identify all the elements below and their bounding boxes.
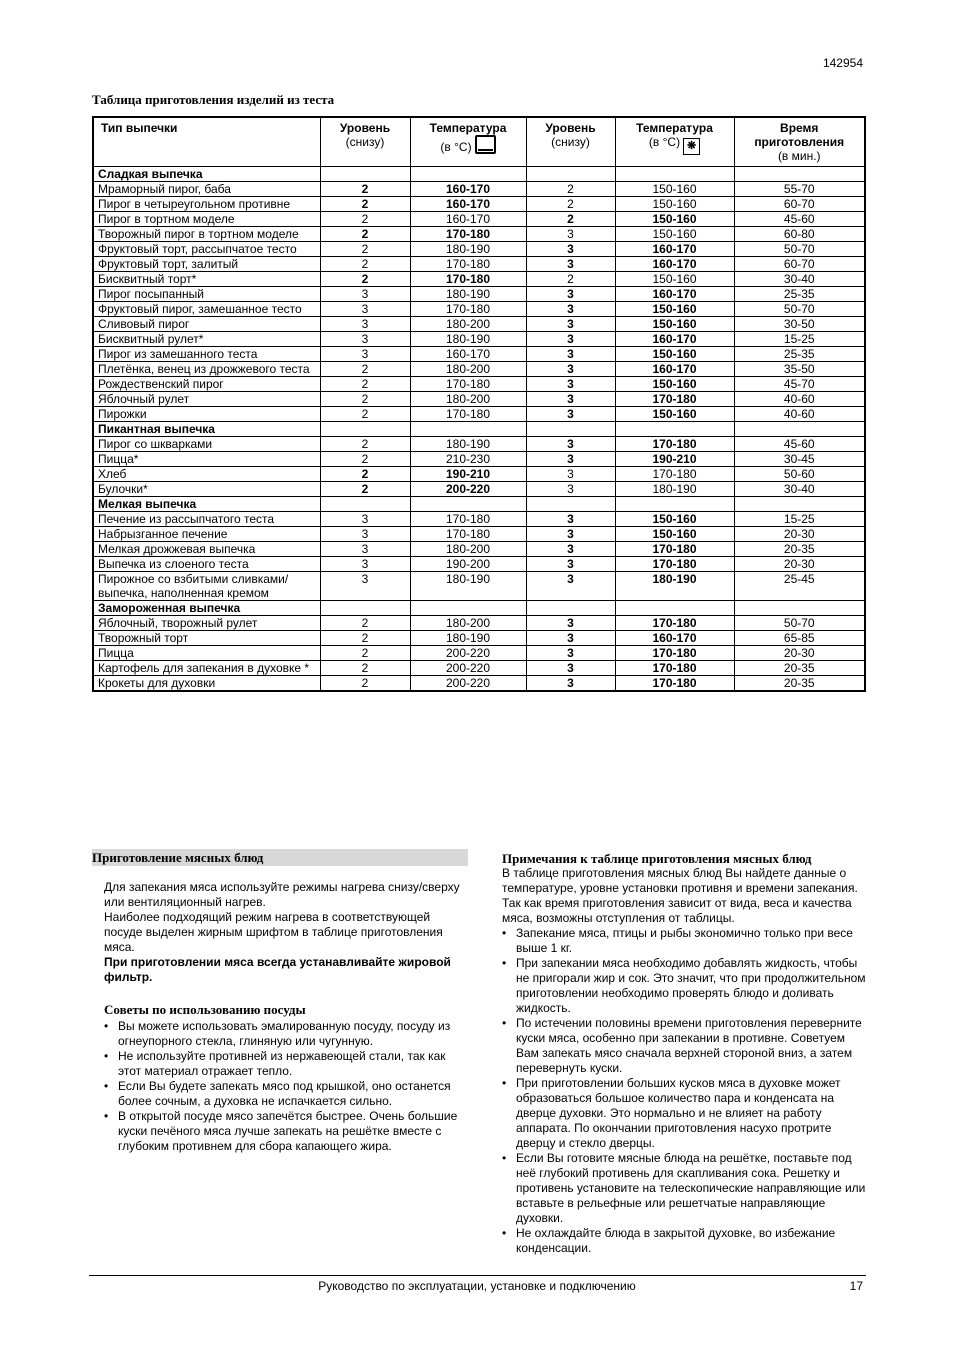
- level-2-cell: 3: [526, 467, 615, 482]
- level-1-cell: 3: [320, 302, 410, 317]
- level-2-cell: 3: [526, 407, 615, 422]
- item-name-cell: Творожный пирог в тортном моделе: [93, 227, 320, 242]
- level-1-cell: 2: [320, 242, 410, 257]
- table-row: [93, 377, 865, 392]
- level-1-cell: 2: [320, 212, 410, 227]
- temp-1-cell: 180-190: [410, 287, 526, 302]
- level-2-cell: 3: [526, 557, 615, 572]
- table-row: [93, 332, 865, 347]
- level-2-cell: 2: [526, 182, 615, 197]
- table-row: [93, 467, 865, 482]
- category-label: Пикантная выпечка: [93, 422, 320, 437]
- temp-1-cell: 170-180: [410, 302, 526, 317]
- level-1-cell: 2: [320, 257, 410, 272]
- temp-2-cell: 160-170: [615, 332, 734, 347]
- table-row: [93, 512, 865, 527]
- temp-2-cell: 150-160: [615, 272, 734, 287]
- temp-2-cell: 150-160: [615, 407, 734, 422]
- time-cell: 40-60: [734, 392, 865, 407]
- empty-cell: [320, 497, 410, 512]
- item-name-cell: Хлеб: [93, 467, 320, 482]
- temp-2-cell: 170-180: [615, 542, 734, 557]
- time-cell: 35-50: [734, 362, 865, 377]
- level-1-cell: 2: [320, 272, 410, 287]
- empty-cell: [734, 497, 865, 512]
- level-1-cell: 3: [320, 557, 410, 572]
- item-name-cell: Печение из рассыпчатого теста: [93, 512, 320, 527]
- list-item: • По истечении половины времени приготовления переверните куски мяса, особенно при запекании в противне. Советуем Вам запекать мясо сначала верхней стороной вниз, а затем перевернуть куски.: [516, 1016, 866, 1076]
- item-name-cell: Рождественский пирог: [93, 377, 320, 392]
- empty-cell: [526, 167, 615, 182]
- level-1-cell: 2: [320, 646, 410, 661]
- empty-cell: [615, 167, 734, 182]
- temp-1-cell: 180-190: [410, 332, 526, 347]
- empty-cell: [615, 497, 734, 512]
- top-bottom-heat-icon: [475, 135, 496, 154]
- temp-1-cell: 200-220: [410, 482, 526, 497]
- temp-1-cell: 200-220: [410, 676, 526, 692]
- item-name-cell: Творожный торт: [93, 631, 320, 646]
- level-2-cell: 2: [526, 272, 615, 287]
- temp-2-cell: 170-180: [615, 661, 734, 676]
- table-row: [93, 197, 865, 212]
- meat-paragraph-1: Для запекания мяса используйте режимы нагрева снизу/сверху или вентиляционный нагрев.: [104, 880, 460, 909]
- time-cell: 50-70: [734, 616, 865, 631]
- list-item: • В открытой посуде мясо запечётся быстрее. Очень большие куски печёного мяса лучше запекать на решётке вместе с глубоким противнем для сбора капающего жира.: [118, 1109, 464, 1154]
- empty-cell: [734, 601, 865, 616]
- meat-paragraph-3: При приготовлении мяса всегда устанавливайте жировой фильтр.: [104, 955, 451, 984]
- time-cell: 40-60: [734, 407, 865, 422]
- table-row: [93, 631, 865, 646]
- temp-1-cell: 200-220: [410, 661, 526, 676]
- level-1-cell: 3: [320, 317, 410, 332]
- temp-1-cell: 200-220: [410, 646, 526, 661]
- item-name-cell: Крокеты для духовки: [93, 676, 320, 692]
- level-1-cell: 2: [320, 616, 410, 631]
- footer-text: Руководство по эксплуатации, установке и подключению: [318, 1279, 636, 1293]
- temp-2-cell: 170-180: [615, 557, 734, 572]
- level-1-cell: 2: [320, 407, 410, 422]
- level-1-cell: 3: [320, 332, 410, 347]
- level-2-cell: 3: [526, 287, 615, 302]
- level-2-cell: 3: [526, 661, 615, 676]
- item-name-cell: Яблочный, творожный рулет: [93, 616, 320, 631]
- level-2-cell: 3: [526, 392, 615, 407]
- temp-2-cell: 150-160: [615, 212, 734, 227]
- level-2-cell: 2: [526, 212, 615, 227]
- temp-1-cell: 180-200: [410, 362, 526, 377]
- temp-1-cell: 180-200: [410, 542, 526, 557]
- meat-paragraph-2: Наиболее подходящий режим нагрева в соответствующей посуде выделен жирным шрифтом в таблице приготовления мяса.: [104, 910, 443, 954]
- level-2-cell: 3: [526, 332, 615, 347]
- time-cell: 65-85: [734, 631, 865, 646]
- time-cell: 20-35: [734, 676, 865, 692]
- temp-2-cell: 150-160: [615, 302, 734, 317]
- level-1-cell: 3: [320, 572, 410, 601]
- level-1-cell: 3: [320, 527, 410, 542]
- level-2-cell: 3: [526, 631, 615, 646]
- temp-2-cell: 180-190: [615, 572, 734, 601]
- empty-cell: [526, 601, 615, 616]
- level-2-cell: 3: [526, 242, 615, 257]
- time-cell: 50-70: [734, 242, 865, 257]
- empty-cell: [526, 422, 615, 437]
- table-row: [93, 317, 865, 332]
- level-2-cell: 3: [526, 377, 615, 392]
- time-cell: 30-40: [734, 272, 865, 287]
- list-item: • При запекании мяса необходимо добавлять жидкость, чтобы не пригорали жир и сок. Это значит, что при продолжительном приготовлении необходимо проверять блюдо и доливать жидкость.: [516, 956, 866, 1016]
- list-item: • При приготовлении больших кусков мяса в духовке может образоваться большое количество пара и конденсата на дверце духовки. Это нормально и не влияет на работу аппарата. По окончании приготовления насухо протрите дверцу и стекло дверцы.: [516, 1076, 866, 1151]
- temp-1-cell: 160-170: [410, 212, 526, 227]
- level-1-cell: 2: [320, 197, 410, 212]
- temp-2-cell: 150-160: [615, 527, 734, 542]
- list-item: • Не используйте противней из нержавеющей стали, так как этот материал отражает тепло.: [118, 1049, 464, 1079]
- level-2-cell: 3: [526, 482, 615, 497]
- table-row: [93, 272, 865, 287]
- item-name-cell: Пирог из замешанного теста: [93, 347, 320, 362]
- header-temp-2: Температура (в °C) ❋: [615, 117, 734, 167]
- temp-2-cell: 150-160: [615, 317, 734, 332]
- empty-cell: [615, 422, 734, 437]
- item-name-cell: Набрызганное печение: [93, 527, 320, 542]
- temp-1-cell: 170-180: [410, 377, 526, 392]
- empty-cell: [410, 601, 526, 616]
- temp-1-cell: 180-200: [410, 392, 526, 407]
- item-name-cell: Яблочный рулет: [93, 392, 320, 407]
- temp-2-cell: 170-180: [615, 467, 734, 482]
- table-row: [93, 182, 865, 197]
- time-cell: 45-70: [734, 377, 865, 392]
- level-2-cell: 3: [526, 362, 615, 377]
- item-name-cell: Мраморный пирог, баба: [93, 182, 320, 197]
- level-1-cell: 2: [320, 452, 410, 467]
- temp-1-cell: 170-180: [410, 407, 526, 422]
- baking-table: [92, 116, 866, 692]
- table-row: [93, 646, 865, 661]
- item-name-cell: Пирог в тортном моделе: [93, 212, 320, 227]
- table-row: [93, 407, 865, 422]
- item-name-cell: Фруктовый торт, залитый: [93, 257, 320, 272]
- temp-2-cell: 160-170: [615, 257, 734, 272]
- temp-1-cell: 180-190: [410, 242, 526, 257]
- empty-cell: [410, 497, 526, 512]
- level-1-cell: 2: [320, 676, 410, 692]
- level-1-cell: 2: [320, 437, 410, 452]
- time-cell: 25-35: [734, 347, 865, 362]
- table-row: [93, 287, 865, 302]
- empty-cell: [526, 497, 615, 512]
- level-2-cell: 3: [526, 527, 615, 542]
- temp-1-cell: 190-210: [410, 467, 526, 482]
- empty-cell: [734, 167, 865, 182]
- level-2-cell: 3: [526, 317, 615, 332]
- temp-2-cell: 150-160: [615, 197, 734, 212]
- empty-cell: [734, 422, 865, 437]
- table-row: [93, 437, 865, 452]
- level-1-cell: 3: [320, 542, 410, 557]
- temp-2-cell: 190-210: [615, 452, 734, 467]
- table-row: [93, 392, 865, 407]
- temp-1-cell: 170-180: [410, 272, 526, 287]
- temp-1-cell: 160-170: [410, 197, 526, 212]
- item-name-cell: Пирожки: [93, 407, 320, 422]
- table-row: [93, 452, 865, 467]
- level-2-cell: 3: [526, 227, 615, 242]
- item-name-cell: Фруктовый торт, рассыпчатое тесто: [93, 242, 320, 257]
- item-name-cell: Бисквитный рулет*: [93, 332, 320, 347]
- level-2-cell: 3: [526, 646, 615, 661]
- time-cell: 25-35: [734, 287, 865, 302]
- temp-2-cell: 170-180: [615, 676, 734, 692]
- tips-list: [104, 1019, 464, 1154]
- item-name-cell: Плетёнка, венец из дрожжевого теста: [93, 362, 320, 377]
- time-cell: 55-70: [734, 182, 865, 197]
- level-1-cell: 3: [320, 347, 410, 362]
- notes-heading: Примечания к таблице приготовления мясных блюд: [502, 851, 812, 866]
- temp-1-cell: 210-230: [410, 452, 526, 467]
- time-cell: 60-80: [734, 227, 865, 242]
- table-title: Таблица приготовления изделий из теста: [92, 92, 335, 107]
- table-row: [93, 362, 865, 377]
- table-header-row: [93, 117, 865, 167]
- list-item: • Если Вы готовите мясные блюда на решётке, поставьте под неё глубокий противень для скапливания сока. Решетку и противень установите на телескопические направляющие или вставьте в рельефные или решетчатые направляющие духовки.: [516, 1151, 866, 1226]
- temp-2-cell: 160-170: [615, 287, 734, 302]
- notes-list: [502, 926, 866, 1256]
- page-number: 17: [849, 1279, 863, 1293]
- temp-2-cell: 150-160: [615, 182, 734, 197]
- meat-section-heading: Приготовление мясных блюд: [92, 849, 468, 866]
- category-label: Замороженная выпечка: [93, 601, 320, 616]
- level-1-cell: 2: [320, 377, 410, 392]
- level-1-cell: 2: [320, 482, 410, 497]
- table-category-row: [93, 601, 865, 616]
- temp-2-cell: 150-160: [615, 377, 734, 392]
- header-type: Тип выпечки: [93, 117, 320, 167]
- temp-2-cell: 150-160: [615, 347, 734, 362]
- time-cell: 50-70: [734, 302, 865, 317]
- level-1-cell: 3: [320, 512, 410, 527]
- list-item: • Вы можете использовать эмалированную посуду, посуду из огнеупорного стекла, глиняную или чугунную.: [118, 1019, 464, 1049]
- time-cell: 25-45: [734, 572, 865, 601]
- empty-cell: [320, 601, 410, 616]
- category-label: Мелкая выпечка: [93, 497, 320, 512]
- empty-cell: [410, 167, 526, 182]
- level-2-cell: 3: [526, 452, 615, 467]
- table-row: [93, 212, 865, 227]
- level-1-cell: 2: [320, 631, 410, 646]
- item-name-cell: Выпечка из слоеного теста: [93, 557, 320, 572]
- time-cell: 30-50: [734, 317, 865, 332]
- notes-section: [502, 851, 866, 1256]
- table-row: [93, 661, 865, 676]
- tips-heading: Советы по использованию посуды: [104, 1002, 306, 1017]
- time-cell: 20-35: [734, 661, 865, 676]
- table-row: [93, 482, 865, 497]
- category-label: Сладкая выпечка: [93, 167, 320, 182]
- level-1-cell: 3: [320, 287, 410, 302]
- item-name-cell: Пирог со шкварками: [93, 437, 320, 452]
- list-item: • Не охлаждайте блюда в закрытой духовке, во избежание конденсации.: [516, 1226, 866, 1256]
- item-name-cell: Бисквитный торт*: [93, 272, 320, 287]
- time-cell: 20-30: [734, 557, 865, 572]
- temp-1-cell: 180-200: [410, 616, 526, 631]
- empty-cell: [320, 422, 410, 437]
- item-name-cell: Булочки*: [93, 482, 320, 497]
- table-row: [93, 557, 865, 572]
- temp-1-cell: 180-190: [410, 631, 526, 646]
- item-name-cell: Мелкая дрожжевая выпечка: [93, 542, 320, 557]
- time-cell: 30-45: [734, 452, 865, 467]
- list-item: • Если Вы будете запекать мясо под крышкой, оно останется более сочным, а духовка не испачкается сильно.: [118, 1079, 464, 1109]
- level-1-cell: 2: [320, 227, 410, 242]
- level-2-cell: 3: [526, 616, 615, 631]
- list-item: • Запекание мяса, птицы и рыбы экономично только при весе выше 1 кг.: [516, 926, 866, 956]
- temp-2-cell: 180-190: [615, 482, 734, 497]
- item-name-cell: Картофель для запекания в духовке *: [93, 661, 320, 676]
- temp-2-cell: 170-180: [615, 392, 734, 407]
- table-row: [93, 616, 865, 631]
- temp-2-cell: 150-160: [615, 512, 734, 527]
- fan-heat-icon: ❋: [683, 138, 700, 155]
- time-cell: 20-35: [734, 542, 865, 557]
- empty-cell: [615, 601, 734, 616]
- table-row: [93, 676, 865, 692]
- level-2-cell: 2: [526, 197, 615, 212]
- item-name-cell: Пицца: [93, 646, 320, 661]
- item-name-cell: Пирог посыпанный: [93, 287, 320, 302]
- header-temp-1: Температура (в °C): [410, 117, 526, 167]
- temp-1-cell: 180-190: [410, 437, 526, 452]
- table-row: [93, 347, 865, 362]
- time-cell: 20-30: [734, 527, 865, 542]
- level-1-cell: 2: [320, 362, 410, 377]
- header-time: Время приготовления (в мин.): [734, 117, 865, 167]
- level-1-cell: 2: [320, 182, 410, 197]
- notes-intro: В таблице приготовления мясных блюд Вы найдете данные о температуре, уровне установки противня и времени запекания. Так как время приготовления зависит от вида, веса и качества мяса, возможны отступления от таблицы.: [502, 866, 858, 925]
- header-level-1: Уровень (снизу): [320, 117, 410, 167]
- footer-divider: [89, 1275, 866, 1276]
- temp-1-cell: 170-180: [410, 257, 526, 272]
- level-2-cell: 3: [526, 572, 615, 601]
- time-cell: 60-70: [734, 257, 865, 272]
- header-level-2: Уровень (снизу): [526, 117, 615, 167]
- table-row: [93, 227, 865, 242]
- level-2-cell: 3: [526, 512, 615, 527]
- level-1-cell: 2: [320, 467, 410, 482]
- level-2-cell: 3: [526, 676, 615, 692]
- temp-1-cell: 160-170: [410, 347, 526, 362]
- level-2-cell: 3: [526, 302, 615, 317]
- document-number: 142954: [822, 56, 863, 70]
- table-row: [93, 302, 865, 317]
- level-2-cell: 3: [526, 542, 615, 557]
- level-2-cell: 3: [526, 437, 615, 452]
- empty-cell: [410, 422, 526, 437]
- temp-1-cell: 190-200: [410, 557, 526, 572]
- temp-2-cell: 160-170: [615, 242, 734, 257]
- table-row: [93, 527, 865, 542]
- level-1-cell: 2: [320, 392, 410, 407]
- time-cell: 15-25: [734, 332, 865, 347]
- time-cell: 20-30: [734, 646, 865, 661]
- temp-2-cell: 170-180: [615, 437, 734, 452]
- table-row: [93, 542, 865, 557]
- temp-2-cell: 150-160: [615, 227, 734, 242]
- level-2-cell: 3: [526, 347, 615, 362]
- table-row: [93, 242, 865, 257]
- meat-section-body: [104, 880, 464, 1154]
- level-2-cell: 3: [526, 257, 615, 272]
- time-cell: 45-60: [734, 437, 865, 452]
- level-1-cell: 2: [320, 661, 410, 676]
- temp-1-cell: 160-170: [410, 182, 526, 197]
- item-name-cell: Сливовый пирог: [93, 317, 320, 332]
- temp-1-cell: 170-180: [410, 527, 526, 542]
- time-cell: 60-70: [734, 197, 865, 212]
- item-name-cell: Фруктовый пирог, замешанное тесто: [93, 302, 320, 317]
- time-cell: 45-60: [734, 212, 865, 227]
- table-row: [93, 572, 865, 601]
- empty-cell: [320, 167, 410, 182]
- temp-1-cell: 180-190: [410, 572, 526, 601]
- table-category-row: [93, 497, 865, 512]
- time-cell: 15-25: [734, 512, 865, 527]
- item-name-cell: Пирог в четыреугольном противне: [93, 197, 320, 212]
- item-name-cell: Пирожное со взбитыми сливками/выпечка, наполненная кремом: [93, 572, 320, 601]
- table-category-row: [93, 167, 865, 182]
- temp-2-cell: 160-170: [615, 631, 734, 646]
- time-cell: 50-60: [734, 467, 865, 482]
- temp-2-cell: 160-170: [615, 362, 734, 377]
- item-name-cell: Пицца*: [93, 452, 320, 467]
- temp-1-cell: 170-180: [410, 227, 526, 242]
- time-cell: 30-40: [734, 482, 865, 497]
- temp-1-cell: 170-180: [410, 512, 526, 527]
- table-category-row: [93, 422, 865, 437]
- temp-2-cell: 170-180: [615, 646, 734, 661]
- temp-1-cell: 180-200: [410, 317, 526, 332]
- temp-2-cell: 170-180: [615, 616, 734, 631]
- table-row: [93, 257, 865, 272]
